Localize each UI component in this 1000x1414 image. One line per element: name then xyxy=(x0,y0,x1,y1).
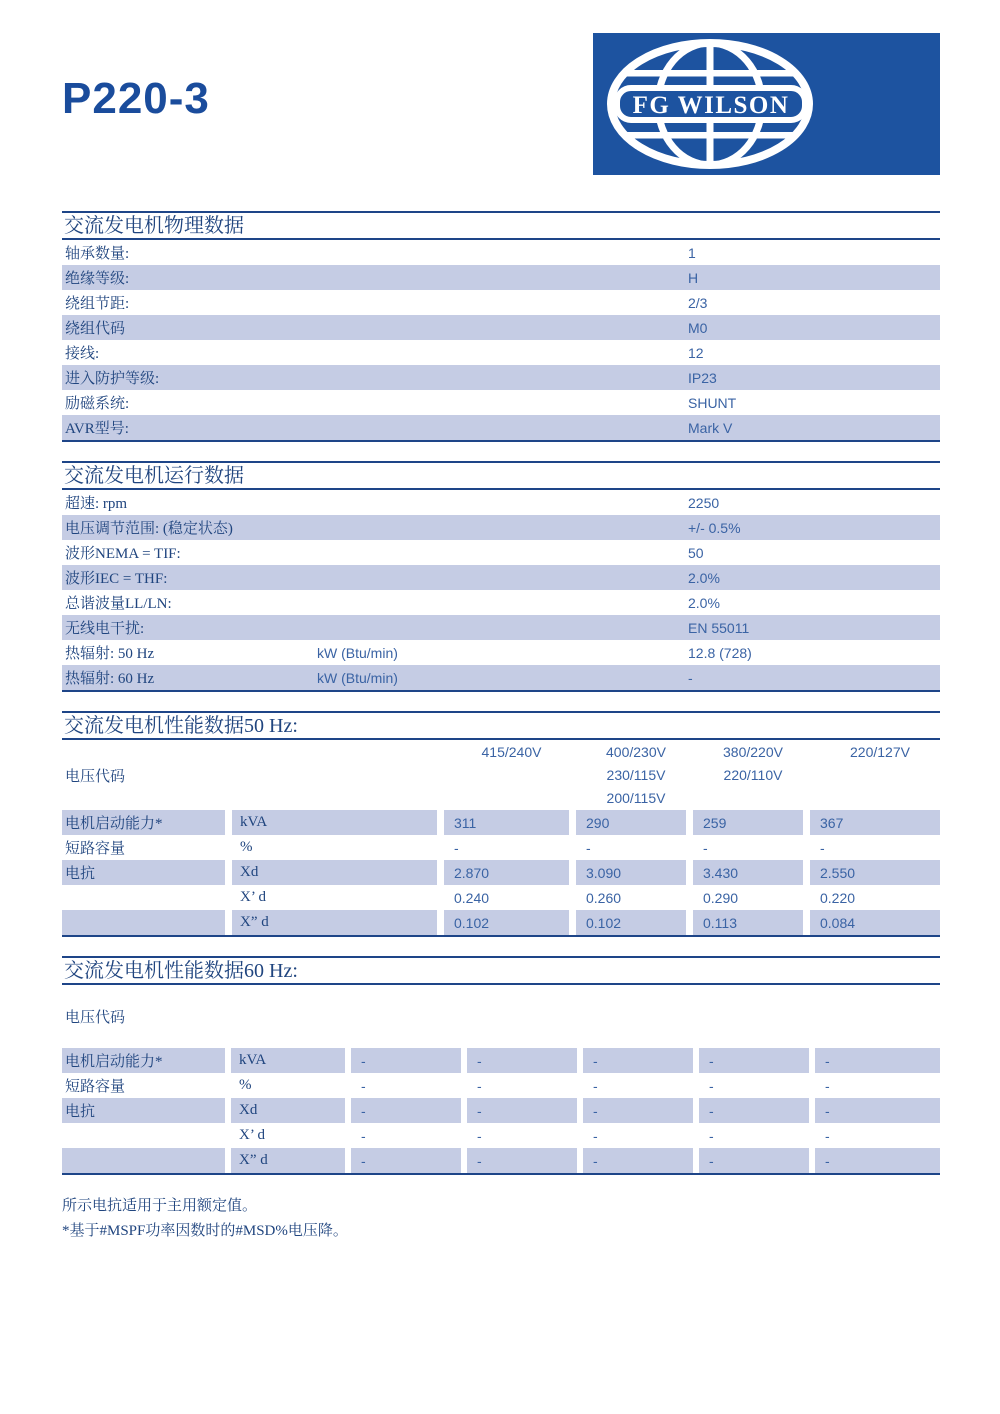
table-row xyxy=(62,240,940,265)
voltage-code: 400/230V xyxy=(606,744,666,760)
row-unit: Xd xyxy=(231,1098,345,1123)
footnotes xyxy=(62,1194,940,1244)
row-value: EN 55011 xyxy=(688,619,750,636)
value-cell: 290 xyxy=(576,810,686,835)
table-row xyxy=(62,315,940,340)
row-value: H xyxy=(688,269,699,286)
value-cell: 311 xyxy=(444,810,569,835)
voltage-codes-header xyxy=(62,740,940,810)
section-performance-50hz xyxy=(62,711,940,937)
value-cell: - xyxy=(593,1127,598,1144)
table-row xyxy=(62,615,940,640)
voltage-code: 220/110V xyxy=(723,767,783,783)
value-cell: 0.260 xyxy=(586,889,622,906)
table-row xyxy=(62,290,940,315)
value-cell: - xyxy=(351,1098,461,1123)
row-label: 进入防护等级: xyxy=(65,371,160,387)
voltage-codes-label: 电压代码 xyxy=(65,1010,126,1026)
page-title: P220-3 xyxy=(62,74,210,123)
value-cell: - xyxy=(583,1098,693,1123)
row-unit: kVA xyxy=(232,810,437,835)
fg-wilson-logo xyxy=(593,33,940,175)
row-label xyxy=(62,910,225,935)
row-value: 12 xyxy=(688,344,704,361)
row-label: 电抗 xyxy=(62,1098,225,1123)
value-cell: 259 xyxy=(693,810,803,835)
value-cell: - xyxy=(699,1098,809,1123)
value-cell: - xyxy=(477,1077,482,1094)
row-label: 总谐波量LL/LN: xyxy=(65,596,172,612)
value-cell: - xyxy=(467,1148,577,1173)
row-label: 热辐射: 50 Hz xyxy=(65,646,155,662)
value-cell: 0.220 xyxy=(820,889,856,906)
row-label: 电压调节范围: (稳定状态) xyxy=(65,521,233,537)
row-unit: kVA xyxy=(231,1048,345,1073)
voltage-code: 415/240V xyxy=(481,744,542,760)
row-value: SHUNT xyxy=(688,394,737,411)
row-unit: Xd xyxy=(232,860,437,885)
value-cell: - xyxy=(351,1148,461,1173)
table-row xyxy=(62,265,940,290)
row-unit: X” d xyxy=(231,1148,345,1173)
value-cell: - xyxy=(361,1077,366,1094)
value-cell: 367 xyxy=(810,810,940,835)
row-unit: % xyxy=(239,1077,252,1093)
row-value: M0 xyxy=(688,319,708,336)
section-header xyxy=(62,211,940,240)
voltage-column xyxy=(810,741,940,810)
row-unit: X” d xyxy=(232,910,437,935)
row-label: 轴承数量: xyxy=(65,246,130,262)
row-value: Mark V xyxy=(688,419,733,436)
row-value: 2250 xyxy=(688,494,720,511)
table-row xyxy=(62,565,940,590)
table-row xyxy=(62,835,940,860)
value-cell: - xyxy=(454,839,459,856)
value-cell: 0.113 xyxy=(693,910,803,935)
section-title: 交流发电机性能数据50 Hz: xyxy=(64,715,298,737)
value-cell: - xyxy=(825,1077,830,1094)
table-row xyxy=(62,390,940,415)
table-row xyxy=(62,490,940,515)
row-label: 绕组节距: xyxy=(65,296,130,312)
row-label: 绕组代码 xyxy=(65,321,126,337)
value-cell: - xyxy=(709,1127,714,1144)
voltage-codes-label: 电压代码 xyxy=(65,769,126,785)
table-row xyxy=(62,365,940,390)
value-cell: - xyxy=(467,1098,577,1123)
value-cell: - xyxy=(583,1048,693,1073)
table-row xyxy=(62,590,940,615)
voltage-code: 200/115V xyxy=(606,790,666,806)
voltage-code: 230/115V xyxy=(606,767,666,783)
footnote-reactances: 所示电抗适用于主用额定值。 xyxy=(62,1198,258,1214)
row-label: 电机启动能力* xyxy=(62,1048,225,1073)
value-cell: - xyxy=(699,1048,809,1073)
value-cell: 0.102 xyxy=(444,910,569,935)
value-cell: - xyxy=(586,839,591,856)
value-cell: 0.084 xyxy=(810,910,940,935)
row-label xyxy=(62,1148,225,1173)
row-label: 波形NEMA = TIF: xyxy=(65,546,181,562)
table-row xyxy=(62,1073,940,1098)
voltage-code: 380/220V xyxy=(723,744,783,760)
row-value: 12.8 (728) xyxy=(688,644,752,661)
row-label xyxy=(62,1123,225,1148)
row-label: 波形IEC = THF: xyxy=(65,571,168,587)
section-header xyxy=(62,956,940,985)
row-label: AVR型号: xyxy=(65,421,129,437)
row-label: 绝缘等级: xyxy=(65,271,130,287)
table-row xyxy=(62,415,940,440)
value-cell: 3.430 xyxy=(693,860,803,885)
row-label: 励磁系统: xyxy=(65,396,130,412)
section-performance-60hz xyxy=(62,956,940,1175)
row-unit: % xyxy=(240,839,253,855)
row-label: 无线电干扰: xyxy=(65,621,145,637)
row-label: 超速: rpm xyxy=(65,496,128,512)
row-value: 2.0% xyxy=(688,569,720,586)
row-label: 短路容量 xyxy=(65,841,126,857)
row-label: 热辐射: 60 Hz xyxy=(65,671,155,687)
section-header xyxy=(62,711,940,740)
voltage-column xyxy=(444,741,569,810)
section-title: 交流发电机性能数据60 Hz: xyxy=(64,960,298,982)
section-header xyxy=(62,461,940,490)
section-alternator-operating-data xyxy=(62,461,940,692)
table-row xyxy=(62,515,940,540)
row-value: 2.0% xyxy=(688,594,720,611)
table-row xyxy=(62,910,940,935)
row-value: IP23 xyxy=(688,369,717,386)
value-cell: 2.550 xyxy=(810,860,940,885)
value-cell: 0.240 xyxy=(454,889,490,906)
row-unit: kW (Btu/min) xyxy=(317,644,398,661)
row-label xyxy=(62,885,225,910)
row-label: 短路容量 xyxy=(65,1079,126,1095)
document-body xyxy=(62,211,940,1244)
value-cell: - xyxy=(361,1127,366,1144)
voltage-column xyxy=(693,741,803,810)
row-unit: X’ d xyxy=(240,889,266,905)
globe-icon xyxy=(593,33,940,175)
row-value: 2/3 xyxy=(688,294,708,311)
value-cell: - xyxy=(703,839,708,856)
value-cell: - xyxy=(351,1048,461,1073)
table-row xyxy=(62,665,940,690)
value-cell: - xyxy=(815,1098,940,1123)
row-unit: kW (Btu/min) xyxy=(317,669,398,686)
value-cell: 0.290 xyxy=(703,889,739,906)
value-cell: - xyxy=(583,1148,693,1173)
row-value: 50 xyxy=(688,544,704,561)
value-cell: - xyxy=(477,1127,482,1144)
value-cell: - xyxy=(593,1077,598,1094)
section-title: 交流发电机运行数据 xyxy=(64,465,244,487)
value-cell: - xyxy=(820,839,825,856)
table-row xyxy=(62,1098,940,1123)
table-row xyxy=(62,810,940,835)
value-cell: 3.090 xyxy=(576,860,686,885)
value-cell: 0.102 xyxy=(576,910,686,935)
table-row xyxy=(62,540,940,565)
value-cell: - xyxy=(815,1148,940,1173)
table-row xyxy=(62,885,940,910)
row-value: 1 xyxy=(688,244,696,261)
value-cell: - xyxy=(467,1048,577,1073)
table-row xyxy=(62,340,940,365)
section-alternator-physical-data xyxy=(62,211,940,442)
section-title: 交流发电机物理数据 xyxy=(64,215,244,237)
value-cell: 2.870 xyxy=(444,860,569,885)
footnote-voltage-dip: *基于#MSPF功率因数时的#MSD%电压降。 xyxy=(62,1223,348,1239)
logo-text: FG WILSON xyxy=(632,92,790,119)
value-cell: - xyxy=(699,1148,809,1173)
table-row xyxy=(62,1148,940,1173)
value-cell: - xyxy=(815,1048,940,1073)
voltage-code: 220/127V xyxy=(850,744,910,760)
row-label: 电机启动能力* xyxy=(62,810,225,835)
value-cell: - xyxy=(709,1077,714,1094)
row-label: 接线: xyxy=(65,346,100,362)
table-row xyxy=(62,1048,940,1073)
row-value: - xyxy=(688,669,693,686)
table-row xyxy=(62,1123,940,1148)
table-row xyxy=(62,640,940,665)
table-row xyxy=(62,860,940,885)
row-label: 电抗 xyxy=(62,860,225,885)
value-cell: - xyxy=(825,1127,830,1144)
row-unit: X’ d xyxy=(239,1127,265,1143)
voltage-codes-header xyxy=(62,985,940,1048)
row-value: +/- 0.5% xyxy=(688,519,741,536)
voltage-column xyxy=(576,741,686,810)
